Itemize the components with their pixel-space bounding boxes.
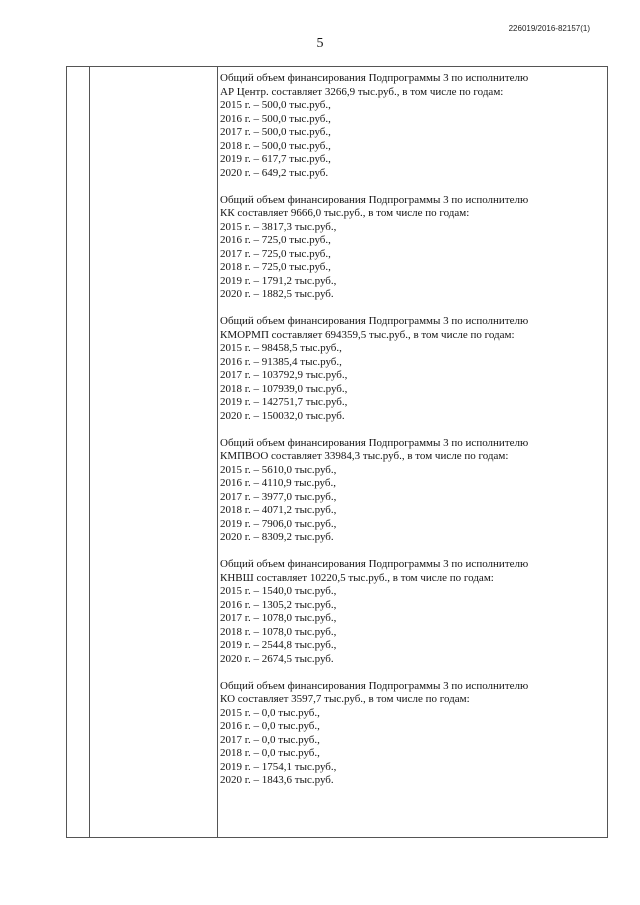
year-line: 2020 г. – 2674,5 тыс.руб. — [220, 652, 334, 665]
year-line: 2016 г. – 1305,2 тыс.руб., — [220, 598, 337, 611]
year-line: 2015 г. – 98458,5 тыс.руб., — [220, 342, 342, 354]
financing-block-kmpvoo — [220, 437, 600, 545]
year-line: 2018 г. – 500,0 тыс.руб., — [220, 139, 331, 152]
year-line: 2018 г. – 1078,0 тыс.руб., — [220, 625, 337, 638]
financing-block-kmormp — [220, 315, 600, 423]
block-heading: Общий объем финансирования Подпрограммы 3 по исполнителю — [220, 193, 529, 206]
year-line: 2019 г. – 142751,7 тыс.руб., — [220, 396, 348, 408]
year-line: 2019 г. – 617,7 тыс.руб., — [220, 153, 331, 165]
financing-text-cell — [220, 72, 600, 801]
column-divider-1 — [89, 67, 90, 837]
block-summary: АР Центр. составляет 3266,9 тыс.руб., в том числе по годам: — [220, 85, 504, 98]
year-line: 2018 г. – 107939,0 тыс.руб., — [220, 382, 348, 395]
block-summary: КО составляет 3597,7 тыс.руб., в том числе по годам: — [220, 693, 470, 705]
year-line: 2018 г. – 4071,2 тыс.руб., — [220, 504, 337, 516]
year-line: 2020 г. – 1843,6 тыс.руб. — [220, 774, 334, 786]
year-line: 2020 г. – 8309,2 тыс.руб. — [220, 531, 334, 543]
year-line: 2018 г. – 725,0 тыс.руб., — [220, 261, 331, 273]
year-line: 2017 г. – 1078,0 тыс.руб., — [220, 612, 337, 624]
year-line: 2015 г. – 1540,0 тыс.руб., — [220, 585, 337, 597]
block-summary: КМОРМП составляет 694359,5 тыс.руб., в том числе по годам: — [220, 328, 515, 341]
year-line: 2015 г. – 0,0 тыс.руб., — [220, 706, 320, 719]
block-heading: Общий объем финансирования Подпрограммы 3 по исполнителю — [220, 315, 529, 327]
financing-block-kk — [220, 194, 600, 302]
year-line: 2020 г. – 649,2 тыс.руб. — [220, 166, 329, 179]
block-summary: КМПВОО составляет 33984,3 тыс.руб., в том числе по годам: — [220, 450, 509, 462]
year-line: 2018 г. – 0,0 тыс.руб., — [220, 747, 320, 759]
document-id: 226019/2016-82157(1) — [508, 24, 590, 33]
year-line: 2017 г. – 725,0 тыс.руб., — [220, 247, 331, 260]
year-line: 2017 г. – 3977,0 тыс.руб., — [220, 490, 337, 503]
block-heading: Общий объем финансирования Подпрограммы 3 по исполнителю — [220, 436, 529, 449]
financing-block-knvsh — [220, 558, 600, 666]
year-line: 2020 г. – 1882,5 тыс.руб. — [220, 288, 334, 300]
year-line: 2016 г. – 91385,4 тыс.руб., — [220, 355, 342, 368]
year-line: 2016 г. – 0,0 тыс.руб., — [220, 720, 320, 732]
block-summary: КНВШ составляет 10220,5 тыс.руб., в том числе по годам: — [220, 571, 494, 584]
year-line: 2015 г. – 500,0 тыс.руб., — [220, 99, 331, 111]
financing-block-ko — [220, 680, 600, 788]
year-line: 2019 г. – 1754,1 тыс.руб., — [220, 760, 337, 773]
year-line: 2019 г. – 7906,0 тыс.руб., — [220, 517, 337, 530]
year-line: 2016 г. – 4110,9 тыс.руб., — [220, 477, 336, 489]
year-line: 2019 г. – 1791,2 тыс.руб., — [220, 274, 337, 287]
year-line: 2017 г. – 500,0 тыс.руб., — [220, 126, 331, 138]
block-heading: Общий объем финансирования Подпрограммы 3 по исполнителю — [220, 679, 529, 692]
year-line: 2017 г. – 103792,9 тыс.руб., — [220, 369, 348, 381]
year-line: 2019 г. – 2544,8 тыс.руб., — [220, 639, 337, 651]
year-line: 2020 г. – 150032,0 тыс.руб. — [220, 409, 345, 422]
financing-block-ar-center — [220, 72, 600, 180]
page-number: 5 — [316, 36, 324, 51]
year-line: 2017 г. – 0,0 тыс.руб., — [220, 733, 320, 746]
block-heading: Общий объем финансирования Подпрограммы 3 по исполнителю — [220, 72, 529, 84]
year-line: 2016 г. – 500,0 тыс.руб., — [220, 112, 331, 125]
block-summary: КК составляет 9666,0 тыс.руб., в том числе по годам: — [220, 207, 470, 219]
year-line: 2015 г. – 5610,0 тыс.руб., — [220, 463, 337, 476]
year-line: 2015 г. – 3817,3 тыс.руб., — [220, 220, 337, 233]
column-divider-2 — [217, 67, 218, 837]
block-heading: Общий объем финансирования Подпрограммы 3 по исполнителю — [220, 558, 529, 570]
year-line: 2016 г. – 725,0 тыс.руб., — [220, 234, 331, 246]
